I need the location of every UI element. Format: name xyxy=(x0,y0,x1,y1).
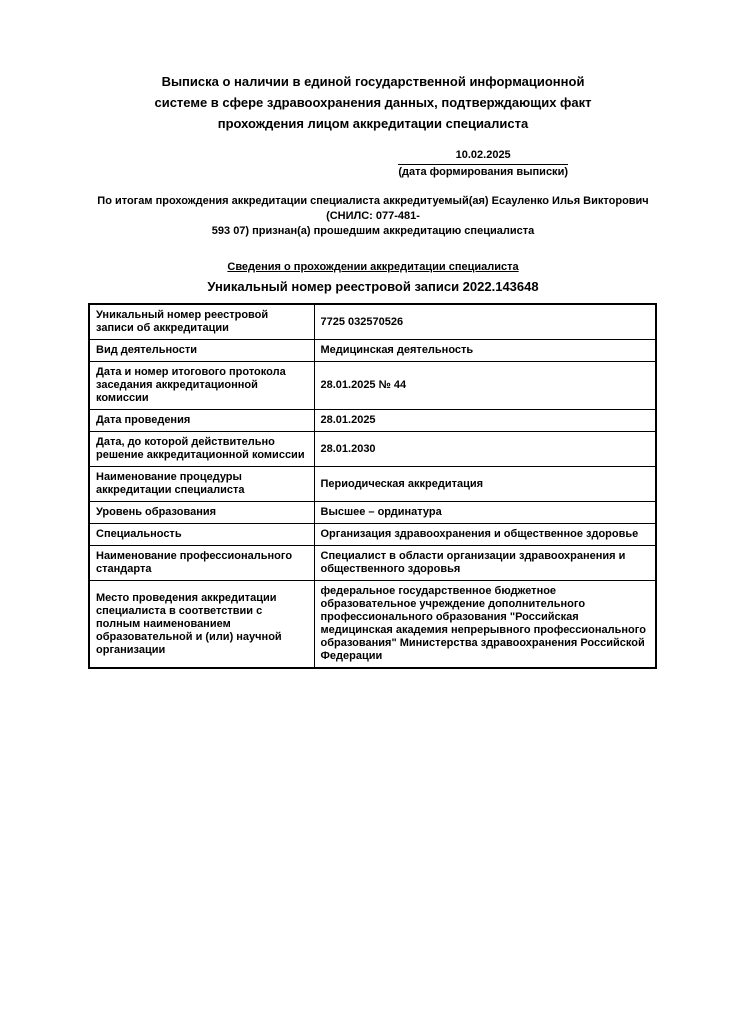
summary-line: По итогам прохождения аккредитации специалиста аккредитуемый(ая) Есауленко Илья Викторович (СНИЛС: 077-481- xyxy=(97,195,649,222)
table-row xyxy=(89,362,656,410)
section-heading: Сведения о прохождении аккредитации специалиста xyxy=(227,261,519,273)
row-label-cell: Дата, до которой действительно решение аккредитационной комиссии xyxy=(89,432,314,467)
row-value-cell: 28.01.2030 xyxy=(314,432,656,467)
title-line: Выписка о наличии в единой государственной информационной xyxy=(161,74,585,89)
row-label-cell: Место проведения аккредитации специалиста в соответствии с полным наименованием образовательной и (или) научной организации xyxy=(89,581,314,669)
row-label-cell: Дата проведения xyxy=(89,410,314,432)
issue-date-block xyxy=(398,149,568,179)
row-value-cell: Организация здравоохранения и общественное здоровье xyxy=(314,524,656,546)
row-label-cell: Специальность xyxy=(89,524,314,546)
table-row xyxy=(89,410,656,432)
row-label-cell: Наименование профессионального стандарта xyxy=(89,546,314,581)
row-label-cell: Уникальный номер реестровой записи об аккредитации xyxy=(89,304,314,340)
table-row xyxy=(89,546,656,581)
row-value-cell: 28.01.2025 xyxy=(314,410,656,432)
table-row xyxy=(89,304,656,340)
row-value-cell: Периодическая аккредитация xyxy=(314,467,656,502)
row-label-cell: Дата и номер итогового протокола заседания аккредитационной комиссии xyxy=(89,362,314,410)
summary-line: 593 07) признан(а) прошедшим аккредитацию специалиста xyxy=(211,225,535,237)
row-value-cell: Высшее – ординатура xyxy=(314,502,656,524)
row-label-cell: Вид деятельности xyxy=(89,340,314,362)
issue-date-value: 10.02.2025 xyxy=(398,149,568,165)
table-row xyxy=(89,467,656,502)
document-title xyxy=(0,0,746,134)
registry-number-heading: Уникальный номер реестровой записи 2022.143648 xyxy=(207,279,539,294)
row-value-cell: Медицинская деятельность xyxy=(314,340,656,362)
row-value-cell: федеральное государственное бюджетное образовательное учреждение дополнительного профессионального образования "Российская медицинская академия непрерывного профессионального образования" Министерства здравоохранения Российской Федерации xyxy=(314,581,656,669)
table-row xyxy=(89,524,656,546)
summary-paragraph xyxy=(88,194,658,239)
row-label-cell: Наименование процедуры аккредитации специалиста xyxy=(89,467,314,502)
table-row xyxy=(89,340,656,362)
table-row xyxy=(89,432,656,467)
row-value-cell: 7725 032570526 xyxy=(314,304,656,340)
title-line: прохождения лицом аккредитации специалиста xyxy=(217,116,529,131)
table-row xyxy=(89,581,656,669)
row-value-cell: Специалист в области организации здравоохранения и общественного здоровья xyxy=(314,546,656,581)
issue-date-caption: (дата формирования выписки) xyxy=(398,166,568,178)
title-line: системе в сфере здравоохранения данных, подтверждающих факт xyxy=(154,95,592,110)
accreditation-table xyxy=(88,303,657,669)
table-row xyxy=(89,502,656,524)
row-label-cell: Уровень образования xyxy=(89,502,314,524)
row-value-cell: 28.01.2025 № 44 xyxy=(314,362,656,410)
